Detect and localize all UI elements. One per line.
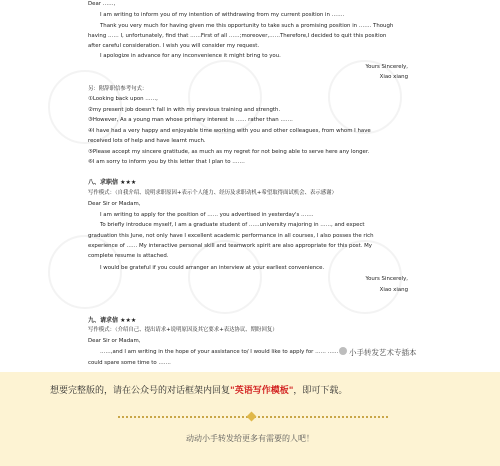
section9-line2: could spare some time to ……. [88,360,171,366]
section8-para3: I would be grateful if you could arranger an interview at your earliest convenience. [100,265,325,271]
section9-salutation: Dear Sir or Madam, [88,338,141,344]
section8-para1: I am writing to apply for the position of …… you advertised in yesterday's ……. [100,212,314,218]
section8-signature: Xiao xiang [379,287,408,293]
extras-item: received lots of help and have learnt much. [88,138,206,144]
extras-item: ②my present job doesn't fall in with my previous training and strength. [88,107,281,113]
watermark-label: 小手转发艺术专插本 [349,348,417,357]
section8-para2a: To briefly introduce myself, I am a graduate student of ……university majoring in ……, and expect [100,222,365,228]
cta-prefix: 想要完整版的，请在公众号的对话框架内回复 [50,386,231,396]
section8-para2d: complete resume is attached. [88,253,169,259]
section8-closing: Yours Sincerely, [365,276,408,282]
extras-item: ④I have had a very happy and enjoyable time working with you and other colleagues, from whom I have [88,128,371,134]
section9-pattern: 写作模式：（介绍自己、提出请求+说明原因及其它要求+表达协议、期盼回复） [88,327,278,333]
extras-item: ⑥I am sorry to inform you by this letter that I plan to ……. [88,159,245,165]
letter1-para1: I am writing to inform you of my intention of withdrawing from my current position in ……. [100,12,345,18]
letter1-para2c: after careful consideration. I wish you will consider my request. [88,43,260,49]
section9-line1: ……,and I am writing in the hope of your assistance to/ I would like to apply for …… …… [100,349,339,355]
letter1-closing: Yours Sincerely, [365,64,408,70]
letter1-salutation: Dear ……, [88,1,116,7]
extras-item: ③However, As a young man whose primary interest is …… rather than ……. [88,117,293,123]
wechat-icon [339,347,347,355]
section8-title: 八、求职信 ★★★ [88,179,137,186]
letter1-para2b: having …… I, unfortunately, find that ……First of all ……;moreover,……Therefore,I decided to quit this position [88,33,387,39]
letter1-para2a: Thank you very much for having given me this opportunity to take such a promising position in ……. Though [100,23,394,29]
document-page [78,0,422,372]
extras-item: ⑤Please accept my sincere gratitude, as much as my regret for not being able to serve here any longer. [88,149,370,155]
section8-pattern: 写作模式：（自我介绍、说明求职原因+表示个人能力、经历及求职动机+希望取得面试机会、表示感谢） [88,190,337,196]
extras-heading: 另：附辞职信参考句式： [88,86,148,92]
share-footer-text: 动动小手转发给更多有需要的人吧！ [186,434,314,443]
cta-keyword: "英语写作模板" [230,386,294,396]
section8-para2b: graduation this June, not only have I excellent academic performance in all courses, I also posses the rich [88,233,374,239]
letter1-signature: Xiao xiang [379,74,408,80]
section8-para2c: experience of …… My interactive personal skill and teamwork spirit are also appropriate for this post. My [88,243,372,249]
extras-item: ①Looking back upon ……, [88,96,158,102]
section8-salutation: Dear Sir or Madam, [88,201,141,207]
section9-title: 九、请求信 ★★★ [88,317,137,324]
letter1-para3: I apologize in advance for any inconvenience it might bring to you. [100,53,281,59]
cta-suffix: ，即可下载。 [293,386,348,396]
cta-text [50,383,347,396]
